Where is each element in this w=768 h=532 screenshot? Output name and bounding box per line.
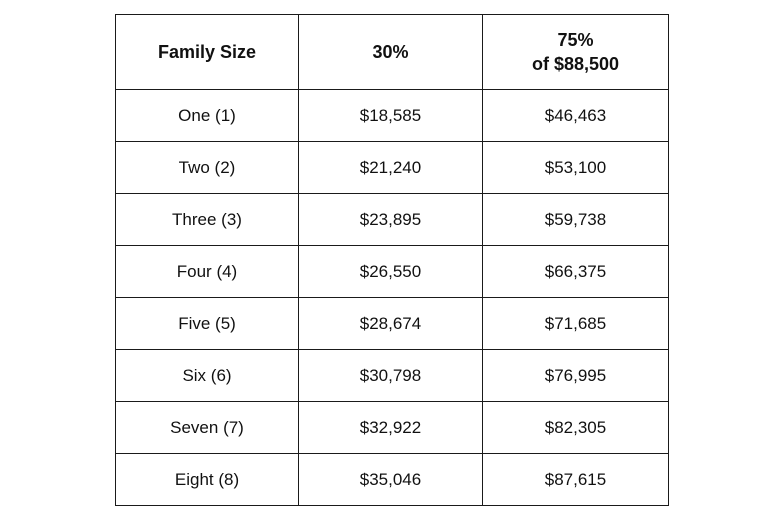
cell-75-percent: $87,615 <box>483 454 669 506</box>
cell-75-percent: $66,375 <box>483 246 669 298</box>
income-limits-table <box>115 14 669 506</box>
cell-family-size: Two (2) <box>116 142 299 194</box>
cell-30-percent: $23,895 <box>299 194 483 246</box>
table-row <box>116 454 669 506</box>
header-30-percent: 30% <box>299 15 483 90</box>
cell-75-percent: $59,738 <box>483 194 669 246</box>
cell-75-percent: $53,100 <box>483 142 669 194</box>
cell-30-percent: $30,798 <box>299 350 483 402</box>
cell-30-percent: $28,674 <box>299 298 483 350</box>
cell-75-percent: $71,685 <box>483 298 669 350</box>
cell-30-percent: $35,046 <box>299 454 483 506</box>
cell-family-size: Three (3) <box>116 194 299 246</box>
cell-30-percent: $32,922 <box>299 402 483 454</box>
table-header <box>116 15 669 90</box>
cell-30-percent: $26,550 <box>299 246 483 298</box>
cell-30-percent: $18,585 <box>299 90 483 142</box>
cell-family-size: Five (5) <box>116 298 299 350</box>
cell-family-size: Seven (7) <box>116 402 299 454</box>
header-75-percent-line2: of $88,500 <box>531 54 620 74</box>
table-row <box>116 402 669 454</box>
cell-75-percent: $82,305 <box>483 402 669 454</box>
cell-75-percent: $46,463 <box>483 90 669 142</box>
table-row <box>116 142 669 194</box>
cell-family-size: Six (6) <box>116 350 299 402</box>
table-row <box>116 194 669 246</box>
header-75-percent-line1: 75% <box>557 30 594 50</box>
table-row <box>116 90 669 142</box>
cell-75-percent: $76,995 <box>483 350 669 402</box>
header-row <box>116 15 669 90</box>
cell-family-size: Four (4) <box>116 246 299 298</box>
table-body <box>116 90 669 506</box>
cell-30-percent: $21,240 <box>299 142 483 194</box>
table-row <box>116 246 669 298</box>
cell-family-size: Eight (8) <box>116 454 299 506</box>
table-row <box>116 298 669 350</box>
header-75-percent <box>483 15 669 90</box>
cell-family-size: One (1) <box>116 90 299 142</box>
header-family-size: Family Size <box>116 15 299 90</box>
table-row <box>116 350 669 402</box>
